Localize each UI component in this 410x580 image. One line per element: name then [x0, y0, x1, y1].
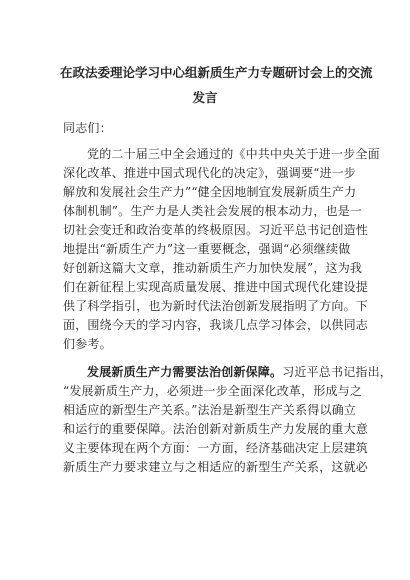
- paragraph-1-line: 面，围绕今天的学习内容，我谈几点学习体会，以供同志: [63, 318, 369, 332]
- paragraph-1-line: 体制机制”。生产力是人类社会发展的根本动力，也是一: [63, 204, 363, 218]
- paragraph-1-line: 们参考。: [63, 337, 112, 351]
- paragraph-2-line: 相适应的新型生产关系。”法治是新型生产关系得以确立: [63, 403, 357, 417]
- paragraph-2-line: 新质生产力要求建立与之相适应的新型生产关系，这就必: [63, 460, 369, 474]
- salutation: 同志们：: [63, 121, 112, 135]
- paragraph-2-line: 义主要体现在两个方面：一方面，经济基础决定上层建筑: [63, 441, 369, 455]
- paragraph-1-line: 地提出“新质生产力”这一重要概念，强调“必须继续做: [63, 242, 351, 256]
- paragraph-2-first-line-rest: 习近平总书记指出，: [282, 365, 393, 379]
- paragraph-1-line: 党的二十届三中全会通过的《中共中央关于进一步全面: [87, 147, 380, 161]
- paragraph-1-line: 切社会变迁和政治变革的终极原因。习近平总书记创造性: [63, 223, 369, 237]
- paragraph-1-line: 深化改革、推进中国式现代化的决定》，强调要“进一步: [63, 166, 357, 180]
- paragraph-2-heading: 发展新质生产力需要法治创新保障。: [87, 365, 283, 379]
- document-title-line-1: 在政法委理论学习中心组新质生产力专题研讨会上的交流: [60, 65, 373, 80]
- document-title-line-2: 发言: [192, 90, 218, 105]
- paragraph-2-first-line: [87, 365, 393, 379]
- paragraph-2-line: 和运行的重要保障。法治创新对新质生产力发展的重大意: [63, 422, 369, 436]
- paragraph-1-line: 解放和发展社会生产力”“健全因地制宜发展新质生产力: [63, 185, 357, 199]
- paragraph-1-line: 供了科学指引，也为新时代法治创新发展指明了方向。下: [63, 299, 369, 313]
- paragraph-1-line: 们在新征程上实现高质量发展、推进中国式现代化建设提: [63, 280, 369, 294]
- paragraph-2-line: “发展新质生产力，必须进一步全面深化改革，形成与之: [63, 384, 363, 398]
- paragraph-1-line: 好创新这篇大文章，推动新质生产力加快发展”，这为我: [63, 261, 363, 275]
